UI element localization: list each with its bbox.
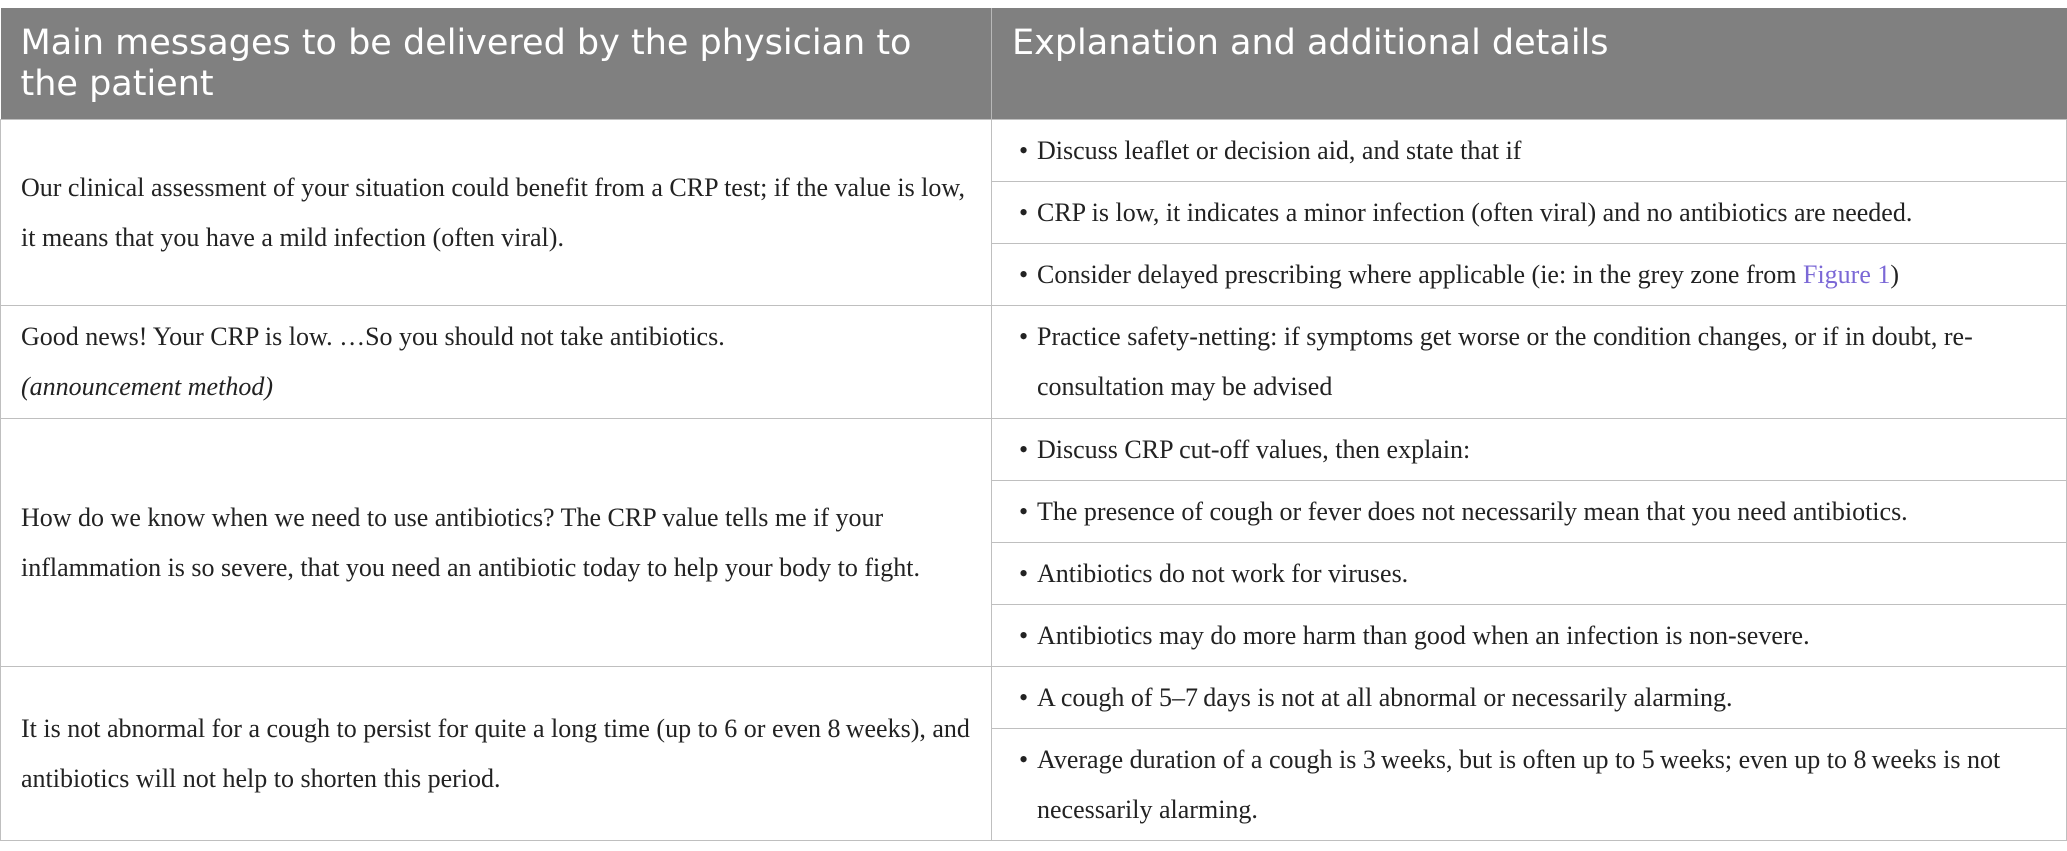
table-row bbox=[1, 120, 2067, 182]
column-header-main-messages: Main messages to be delivered by the physician to the patient bbox=[1, 8, 992, 120]
detail-text: Discuss leaflet or decision aid, and state that if bbox=[1037, 135, 1522, 165]
detail-text: Antibiotics do not work for viruses. bbox=[1037, 558, 1409, 588]
bullet-icon: • bbox=[1019, 620, 1029, 650]
detail-text: Average duration of a cough is 3 weeks, but is often up to 5 weeks; even up to 8 weeks is not necessarily alarming. bbox=[1037, 744, 2001, 824]
list-item bbox=[1012, 673, 2046, 723]
list-item bbox=[1012, 487, 2046, 537]
message-text: Our clinical assessment of your situation could benefit from a CRP test; if the value is low, it means that you have a mild infection (often viral). bbox=[21, 172, 965, 252]
message-text: How do we know when we need to use antibiotics? The CRP value tells me if your inflammation is so severe, that you need an antibiotic today to help your body to fight. bbox=[21, 502, 920, 582]
table-header-row bbox=[1, 8, 2067, 120]
list-item bbox=[1012, 549, 2046, 599]
list-item bbox=[1012, 250, 2046, 300]
detail-cell bbox=[992, 419, 2067, 481]
detail-text-with-link bbox=[1037, 250, 2046, 300]
message-cell bbox=[1, 120, 992, 306]
bullet-icon: • bbox=[1019, 682, 1029, 712]
message-note: (announcement method) bbox=[21, 372, 273, 401]
detail-text: CRP is low, it indicates a minor infection (often viral) and no antibiotics are needed. bbox=[1037, 197, 1913, 227]
list-item bbox=[1012, 425, 2046, 475]
message-cell bbox=[1, 306, 992, 419]
detail-cell bbox=[992, 182, 2067, 244]
detail-text: A cough of 5–7 days is not at all abnormal or necessarily alarming. bbox=[1037, 682, 1733, 712]
list-item bbox=[1012, 735, 2046, 835]
list-item bbox=[1012, 188, 2046, 238]
message-cell bbox=[1, 667, 992, 841]
detail-cell bbox=[992, 481, 2067, 543]
table-row bbox=[1, 667, 2067, 729]
table-row bbox=[1, 306, 2067, 419]
bullet-icon: • bbox=[1019, 259, 1029, 289]
bullet-icon: • bbox=[1019, 496, 1029, 526]
detail-text: Consider delayed prescribing where applicable (ie: in the grey zone from bbox=[1037, 259, 1803, 289]
bullet-icon: • bbox=[1019, 558, 1029, 588]
table-row bbox=[1, 419, 2067, 481]
detail-text: Discuss CRP cut-off values, then explain: bbox=[1037, 434, 1471, 464]
detail-cell bbox=[992, 306, 2067, 419]
detail-text-suffix: ) bbox=[1890, 259, 1900, 289]
bullet-icon: • bbox=[1019, 744, 1029, 774]
bullet-icon: • bbox=[1019, 322, 1029, 351]
detail-cell bbox=[992, 729, 2067, 841]
detail-cell bbox=[992, 120, 2067, 182]
column-header-explanation: Explanation and additional details bbox=[992, 8, 2067, 120]
detail-cell bbox=[992, 667, 2067, 729]
figure-1-link[interactable]: Figure 1 bbox=[1802, 259, 1891, 289]
communication-table-container bbox=[0, 8, 2066, 841]
list-item bbox=[1012, 611, 2046, 661]
list-item bbox=[1012, 126, 2046, 176]
detail-text: Antibiotics may do more harm than good when an infection is non-severe. bbox=[1037, 620, 1810, 650]
message-text: It is not abnormal for a cough to persist for quite a long time (up to 6 or even 8 weeks), and antibiotics will not help to shorten this period. bbox=[21, 713, 970, 793]
message-cell bbox=[1, 419, 992, 667]
detail-text: The presence of cough or fever does not necessarily mean that you need antibiotics. bbox=[1037, 496, 1908, 526]
bullet-icon: • bbox=[1019, 197, 1029, 227]
communication-table bbox=[0, 8, 2067, 841]
detail-cell bbox=[992, 605, 2067, 667]
list-item bbox=[1012, 312, 2046, 412]
bullet-icon: • bbox=[1019, 135, 1029, 165]
message-text: Good news! Your CRP is low. …So you should not take antibiotics. bbox=[21, 322, 725, 351]
bullet-icon: • bbox=[1019, 434, 1029, 464]
detail-text: Practice safety-netting: if symptoms get worse or the condition changes, or if in doubt, re-consultation may be advised bbox=[1037, 322, 1973, 401]
detail-cell bbox=[992, 244, 2067, 306]
detail-cell bbox=[992, 543, 2067, 605]
